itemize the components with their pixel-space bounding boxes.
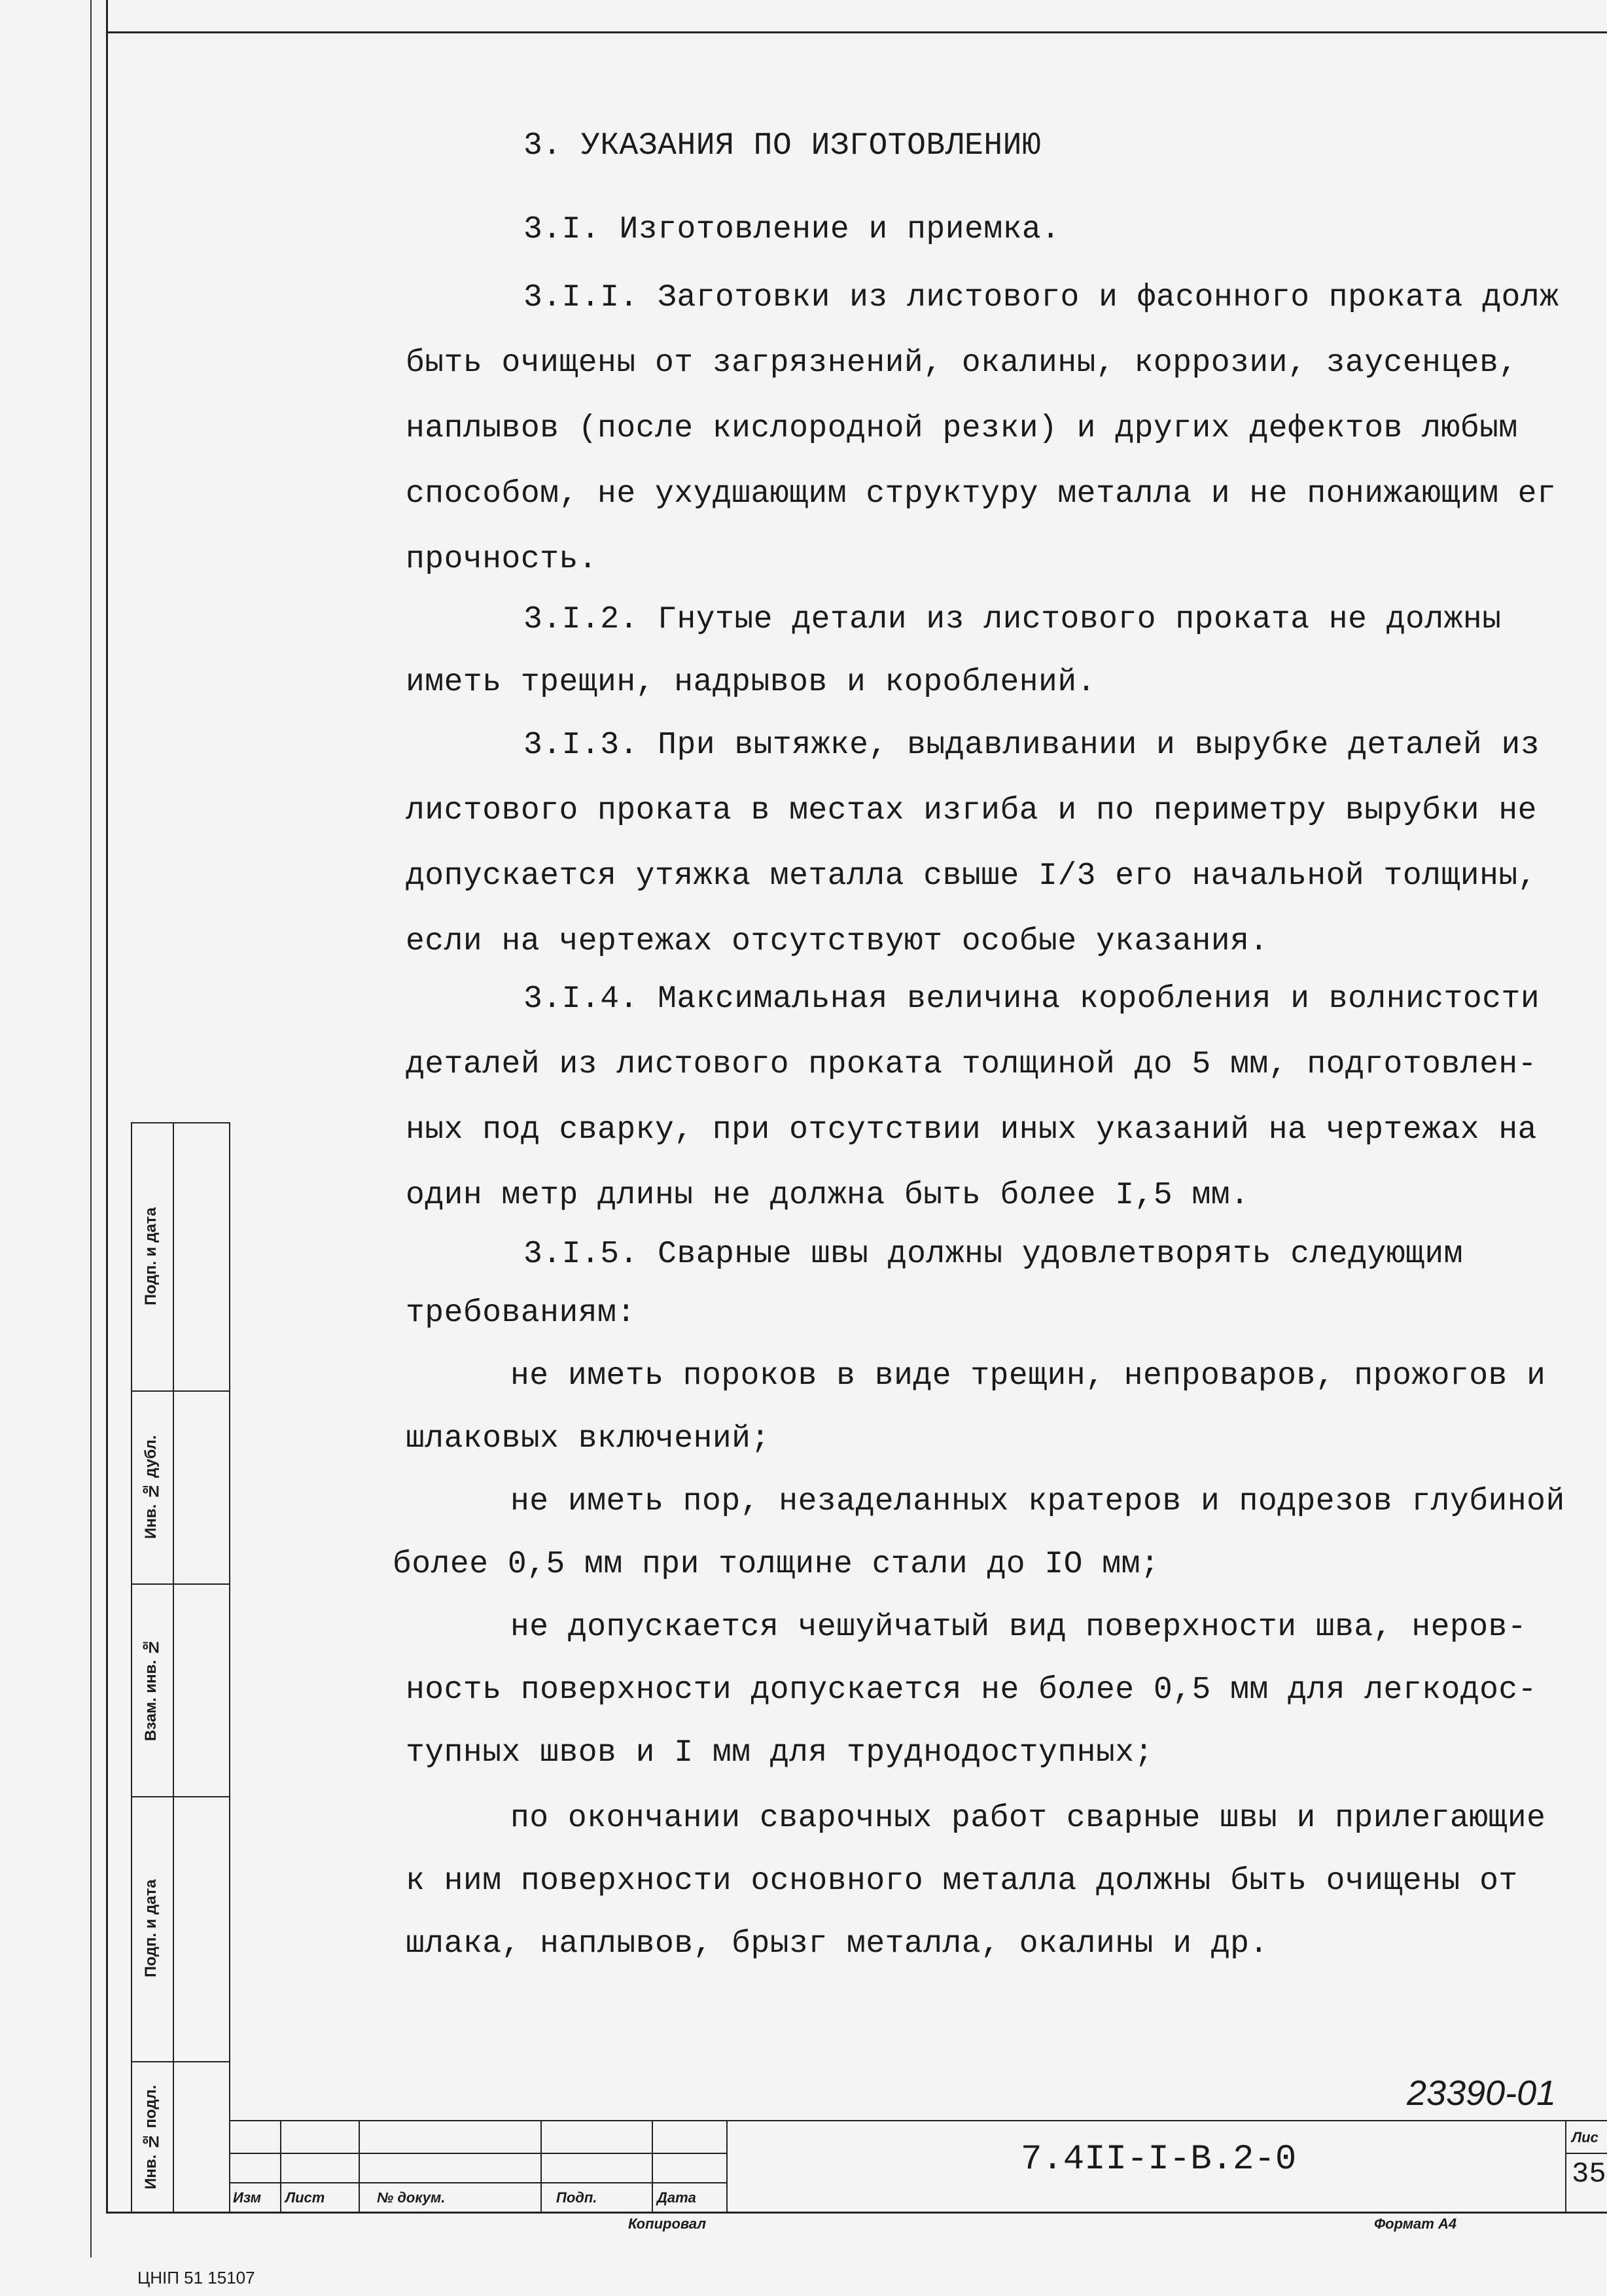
drawing-number: 23390-01 (1407, 2074, 1557, 2113)
text-line: иметь трещин, надрывов и короблений. (406, 665, 1096, 700)
sheet-number: 35 (1572, 2158, 1606, 2191)
sidebar-label-replace-inv: Взам. инв. № (142, 1638, 160, 1742)
section-heading: 3. УКАЗАНИЯ ПО ИЗГОТОВЛЕНИЮ (523, 128, 1042, 164)
footer-code: ЦНIП 51 15107 (137, 2268, 255, 2287)
col-label-date: Дата (657, 2189, 696, 2206)
sheet-label: Лис (1572, 2129, 1598, 2146)
text-line: не иметь пор, незаделанных кратеров и подрезов глубиной (510, 1484, 1565, 1519)
document-designation: 7.4II-I-В.2-0 (1021, 2140, 1297, 2180)
title-block-top-line (229, 2120, 1607, 2121)
title-block-col-line (540, 2120, 542, 2213)
text-line: допускается утяжка металла свыше I/3 его начальной толщины, (406, 858, 1537, 894)
text-line: 3.I. Изготовление и приемка. (523, 212, 1061, 247)
title-block-col-line (1565, 2120, 1566, 2213)
text-line: к ним поверхности основного металла должны быть очищены от (406, 1863, 1518, 1899)
text-line: 3.I.5. Сварные швы должны удовлетворять следующим (523, 1237, 1463, 1272)
text-line: наплывов (после кислородной резки) и других дефектов любым (406, 411, 1518, 446)
sidebar-label-sign-date: Подп. и дата (142, 1207, 160, 1305)
text-line: быть очищены от загрязнений, окалины, коррозии, заусенцев, (406, 345, 1518, 381)
text-line: тупных швов и I мм для труднодоступных; (406, 1735, 1154, 1771)
col-label-doc-no: № докум. (377, 2189, 446, 2206)
text-line: 3.I.3. При вытяжке, выдавливании и вырубке деталей из (523, 728, 1540, 763)
sidebar-border-right (229, 1122, 230, 2213)
text-line: один метр длины не должна быть более I,5 мм. (406, 1178, 1250, 1213)
text-line: 3.I.4. Максимальная величина коробления и волнистости (523, 981, 1540, 1017)
text-line: 3.I.2. Гнутые детали из листового проката не должны (523, 602, 1502, 637)
sidebar-border-mid (173, 1122, 174, 2213)
text-line: не иметь пороков в виде трещин, непроваров, прожогов и (510, 1358, 1546, 1394)
col-label-signature: Подп. (556, 2189, 597, 2206)
text-line: шлаковых включений; (406, 1421, 770, 1457)
sidebar-label-inv-dup: Инв. № дубл. (142, 1435, 160, 1539)
text-line: ность поверхности допускается не более 0,5 мм для легкодос- (406, 1672, 1537, 1708)
text-line: более 0,5 мм при толщине стали до IO мм; (393, 1547, 1160, 1582)
text-line: если на чертежах отсутствуют особые указания. (406, 924, 1269, 959)
text-line: 3.I.I. Заготовки из листового и фасонного проката долж (523, 280, 1559, 315)
text-line: по окончании сварочных работ сварные швы и прилегающие (510, 1801, 1546, 1836)
title-block-row-line (1565, 2153, 1607, 2154)
title-block-col-line (652, 2120, 653, 2213)
title-block-col-line (726, 2120, 728, 2213)
sidebar-label-inv-orig: Инв. № подл. (142, 2085, 160, 2189)
text-line: шлака, наплывов, брызг металла, окалины и др. (406, 1926, 1269, 1962)
text-line: листового проката в местах изгиба и по периметру вырубки не (406, 793, 1537, 828)
title-block-col-line (359, 2120, 360, 2213)
sidebar-label-sign-date-2: Подп. и дата (142, 1879, 160, 1978)
format-label: Формат А4 (1374, 2216, 1457, 2232)
col-label-sheet: Лист (285, 2189, 325, 2206)
copied-by-label: Копировал (628, 2216, 707, 2232)
text-line: не допускается чешуйчатый вид поверхности шва, неров- (510, 1610, 1527, 1645)
text-line: требованиям: (406, 1296, 636, 1331)
text-line: ных под сварку, при отсутствии иных указаний на чертежах на (406, 1112, 1537, 1148)
text-line: способом, не ухудшающим структуру металла и не понижающим ег (406, 476, 1557, 512)
text-line: деталей из листового проката толщиной до 5 мм, подготовлен- (406, 1047, 1537, 1082)
col-label-change: Изм (233, 2189, 262, 2206)
text-line: прочность. (406, 542, 598, 577)
title-block-col-line (280, 2120, 281, 2213)
